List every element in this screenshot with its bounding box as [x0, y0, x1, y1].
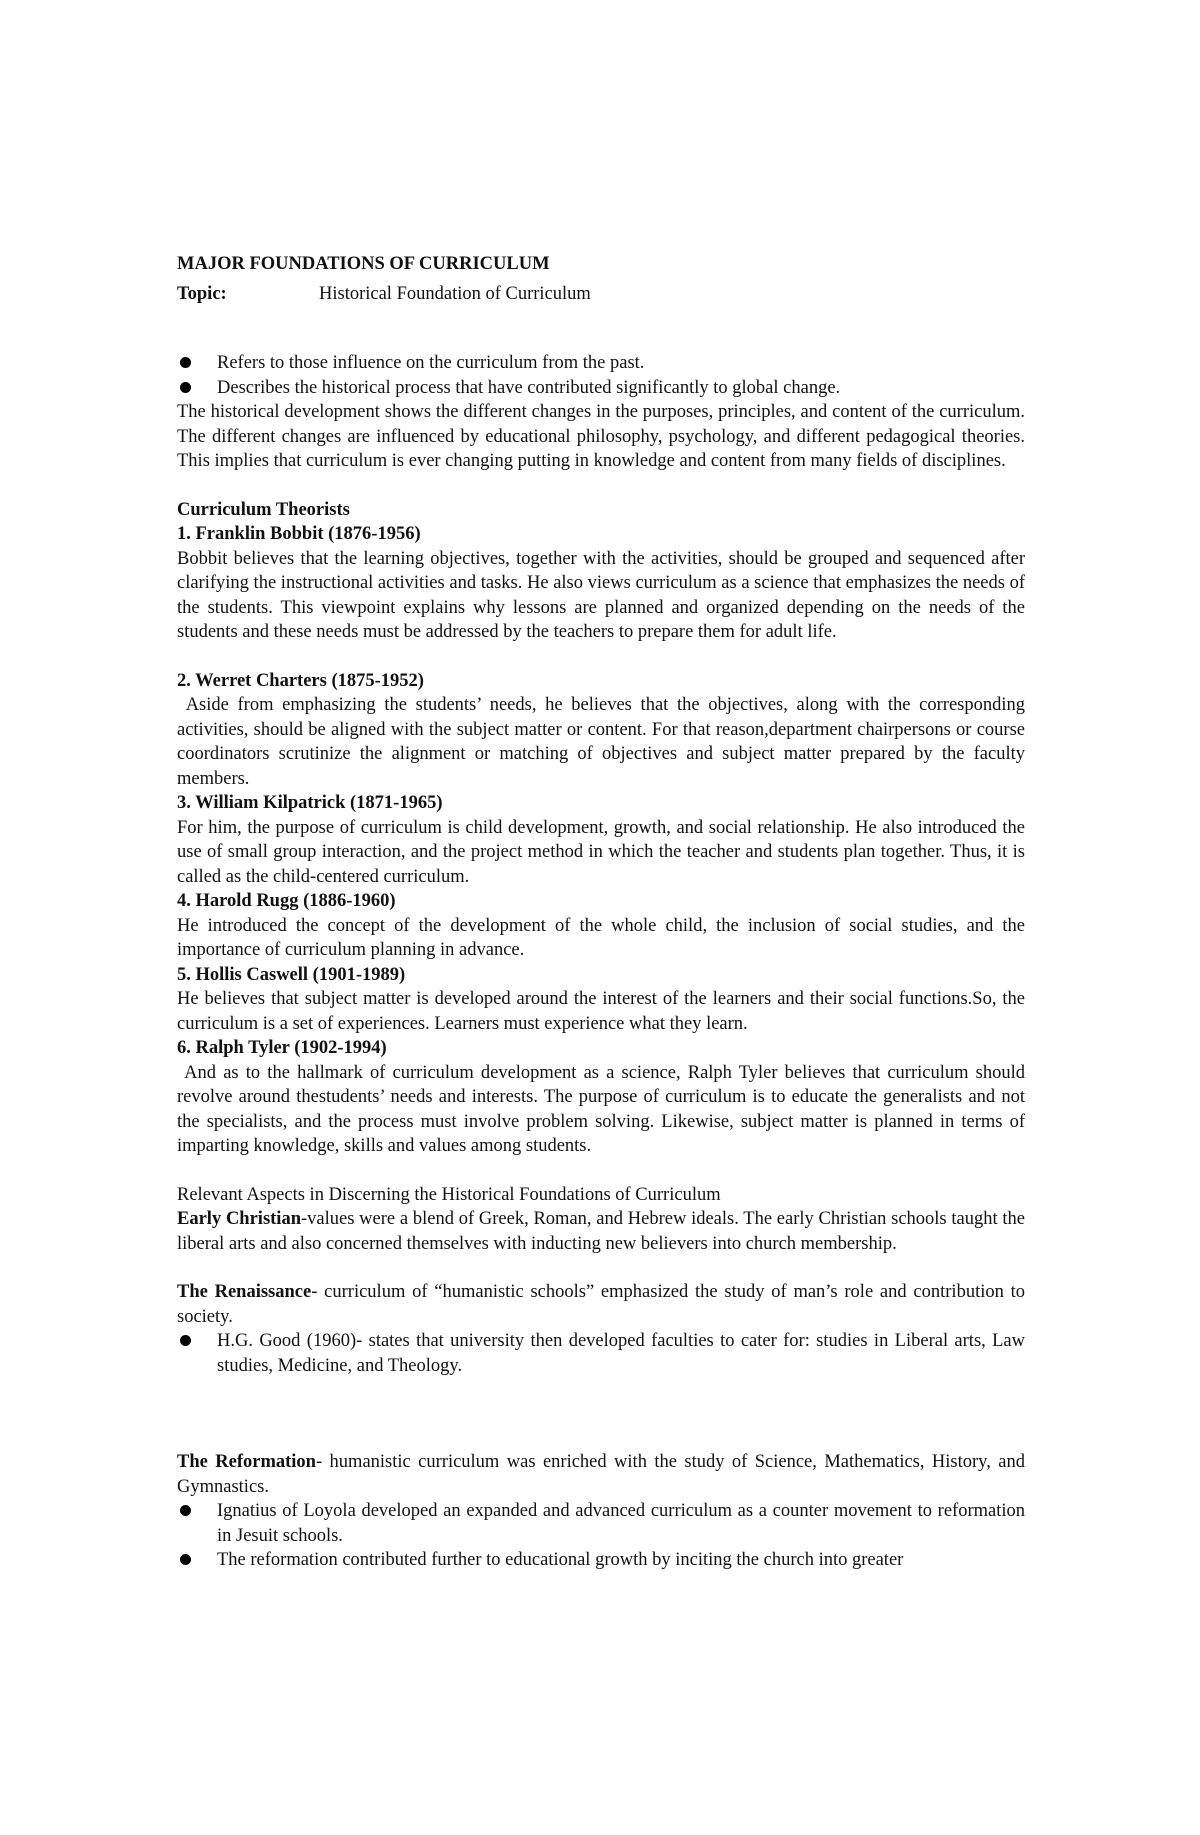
theorist-description: Bobbit believes that the learning objectives, together with the activities, should be grouped and sequenced after clarifying the instructional activities and tasks. He also views curriculum as a science that emphasizes the needs of the students. This viewpoint explains why lessons are planned and organized depending on the needs of the students and these needs must be addressed by the teachers to prepare them for adult life. [177, 548, 1025, 642]
bullet-icon [180, 1554, 191, 1565]
theorist-name: 5. Hollis Caswell (1901-1989) [177, 964, 406, 985]
list-item [177, 1548, 1025, 1573]
theorist-name: 4. Harold Rugg (1886-1960) [177, 891, 396, 911]
bullet-icon [180, 357, 191, 368]
theorist-name: 2. Werret Charters (1875-1952) [177, 670, 424, 691]
reformation-term: The Reformation [177, 1452, 316, 1472]
reformation-paragraph [177, 1450, 1025, 1499]
document-page [177, 252, 1030, 1573]
renaissance-text: - curriculum of “humanistic schools” emphasized the study of man’s role and contribution to society. [177, 1282, 1026, 1327]
list-item-text: The reformation contributed further to educational growth by inciting the church into greater [217, 1550, 904, 1570]
theorist-name: 1. Franklin Bobbit (1876-1956) [177, 524, 421, 544]
list-item-text: Refers to those influence on the curriculum from the past. [217, 353, 645, 373]
early-christian-text: -values were a blend of Greek, Roman, and Hebrew ideals. The early Christian schools taught the liberal arts and also concerned themselves with inducting new believers into church membership. [177, 1209, 1025, 1254]
theorist-name: 6. Ralph Tyler (1902-1994) [177, 1038, 387, 1058]
theorist-description: Aside from emphasizing the students’ needs, he believes that the objectives, along with the corresponding activities, should be aligned with the subject matter or content. For that reason,department chairpersons or course coordinators scrutinize the alignment or matching of objectives and subject matter prepared by the faculty members. [177, 695, 1030, 789]
list-item [177, 1329, 1025, 1378]
intro-bullet-list [177, 351, 1025, 400]
document-title: MAJOR FOUNDATIONS OF CURRICULUM [177, 254, 550, 274]
bullet-icon [180, 1505, 191, 1516]
reformation-bullet-list [177, 1499, 1025, 1573]
list-item-text: Ignatius of Loyola developed an expanded and advanced curriculum as a counter movement to reformation in Jesuit schools. [217, 1501, 1025, 1546]
theorists-heading: Curriculum Theorists [177, 499, 350, 520]
topic-row [177, 282, 1025, 307]
list-item-text: H.G. Good (1960)- states that university then developed faculties to cater for: studies in Liberal arts, Law studies, Medicine, and Theology. [217, 1331, 1025, 1376]
early-christian-paragraph [177, 1207, 1025, 1256]
intro-paragraph: The historical development shows the different changes in the purposes, principles, and content of the curriculum. The different changes are influenced by educational philosophy, psychology, and different pedagogical theories. This implies that curriculum is ever changing putting in knowledge and content from many fields of disciplines. [177, 402, 1025, 471]
renaissance-bullet-list [177, 1329, 1025, 1378]
list-item [177, 351, 1025, 376]
aspects-heading: Relevant Aspects in Discerning the Historical Foundations of Curriculum [177, 1184, 721, 1205]
list-item-text: Describes the historical process that have contributed significantly to global change. [217, 377, 841, 398]
list-item [177, 376, 1025, 401]
renaissance-term: The Renaissance [177, 1282, 312, 1302]
list-item [177, 1499, 1025, 1548]
renaissance-paragraph [177, 1280, 1025, 1329]
bullet-icon [180, 382, 191, 393]
theorist-name: 3. William Kilpatrick (1871-1965) [177, 793, 443, 813]
theorist-description: He introduced the concept of the development of the whole child, the inclusion of social studies, and the importance of curriculum planning in advance. [177, 915, 1025, 960]
theorist-description: For him, the purpose of curriculum is child development, growth, and social relationship. He also introduced the use of small group interaction, and the project method in which the teacher and students plan together. Thus, it is called as the child-centered curriculum. [177, 817, 1025, 887]
topic-value: Historical Foundation of Curriculum [319, 283, 591, 304]
topic-label: Topic: [177, 283, 227, 304]
reformation-text: - humanistic curriculum was enriched with the study of Science, Mathematics, History, and Gymnastics. [177, 1452, 1025, 1497]
theorist-description: He believes that subject matter is developed around the interest of the learners and their social functions.So, the curriculum is a set of experiences. Learners must experience what they learn. [177, 989, 1025, 1034]
theorist-description: And as to the hallmark of curriculum development as a science, Ralph Tyler believes that curriculum should revolve around thestudents’ needs and interests. The purpose of curriculum is to educate the generalists and not the specialists, and the process must involve problem solving. Likewise, subject matter is planned in terms of imparting knowledge, skills and values among students. [177, 1062, 1030, 1156]
early-christian-term: Early Christian [177, 1209, 301, 1229]
bullet-icon [180, 1335, 191, 1346]
